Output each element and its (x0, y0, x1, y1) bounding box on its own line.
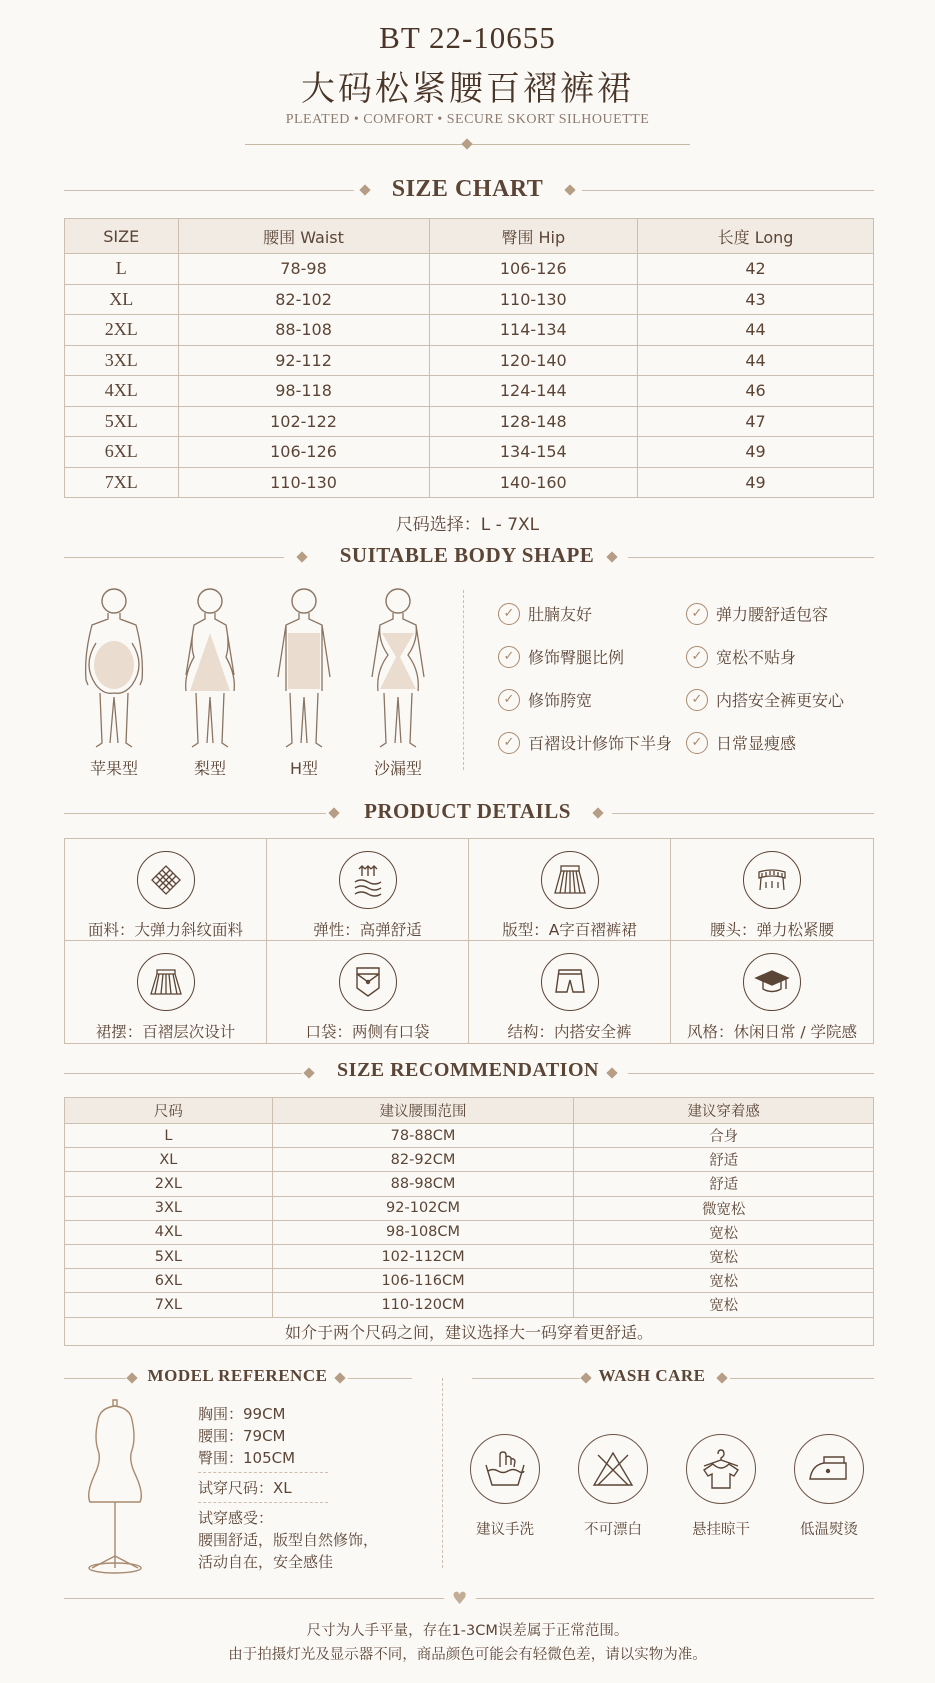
size-range-note: 尺码选择：L - 7XL (395, 515, 540, 535)
size-recommendation-table (64, 1097, 874, 1346)
body-label: 苹果型 (89, 759, 138, 778)
feature-item: ✓ 宽松不贴身 (686, 645, 796, 668)
table-row: XL 82-102 110-130 43 (65, 284, 874, 315)
body-shape-title: SUITABLE BODY SHAPE (339, 543, 595, 567)
stretch-icon (339, 851, 397, 909)
skirt-hem-icon (137, 953, 195, 1011)
product-details-title: PRODUCT DETAILS (364, 799, 571, 823)
divider-diamond (461, 138, 472, 149)
feature-item: ✓ 修饰臀腿比例 (498, 645, 624, 668)
model-feel-1: 腰围舒适，版型自然修饰， (198, 1531, 379, 1549)
wash-item: 建议手洗 (457, 1434, 553, 1539)
feature-item: ✓ 日常显瘦感 (686, 731, 796, 754)
graduation-cap-icon (743, 953, 801, 1011)
table-row: 3XL 92-112 120-140 44 (65, 345, 874, 376)
feature-item: ✓ 弹力腰舒适包容 (686, 602, 828, 625)
product-name: 大码松紧腰百褶裤裙 (301, 69, 634, 109)
table-row: 6XL 106-126 134-154 49 (65, 437, 874, 468)
wash-item: 低温熨烫 (781, 1434, 877, 1539)
detail-item: 结构：内搭安全裤 (469, 941, 671, 1043)
body-pear (170, 585, 250, 779)
no-bleach-icon (578, 1434, 648, 1504)
mannequin-icon (80, 1398, 150, 1580)
check-icon: ✓ (686, 689, 708, 711)
detail-item: 腰头：弹力松紧腰 (671, 839, 873, 941)
table-row: 4XL 98-108CM 宽松 (65, 1220, 874, 1244)
wash-item: 悬挂晾干 (673, 1434, 769, 1539)
col-size: SIZE (65, 219, 179, 254)
apple-shape-icon (74, 585, 154, 750)
size-chart-title: SIZE CHART (391, 176, 544, 202)
hourglass-shape-icon (358, 585, 438, 750)
feature-item: ✓ 肚腩友好 (498, 602, 592, 625)
table-row: XL 82-92CM 舒适 (65, 1148, 874, 1172)
h-shape-icon (264, 585, 344, 750)
model-feel-label: 试穿感受： (198, 1509, 274, 1527)
check-icon: ✓ (686, 732, 708, 754)
wash-care-title: WASH CARE (598, 1366, 706, 1385)
footer-note-1: 尺寸为人手平量，存在1-3CM误差属于正常范围。 (306, 1623, 629, 1639)
feature-item: ✓ 修饰胯宽 (498, 688, 592, 711)
col-size: 尺码 (65, 1098, 273, 1124)
feature-item: ✓ 内搭安全裤更安心 (686, 688, 844, 711)
table-row: 2XL 88-98CM 舒适 (65, 1172, 874, 1196)
table-row: 4XL 98-118 124-144 46 (65, 376, 874, 407)
recommendation-note: 如介于两个尺码之间，建议选择大一码穿着更舒适。 (65, 1317, 874, 1345)
waistband-icon (743, 851, 801, 909)
table-row: 7XL 110-120CM 宽松 (65, 1293, 874, 1317)
table-row: 7XL 110-130 140-160 49 (65, 467, 874, 498)
low-iron-icon (794, 1434, 864, 1504)
detail-item: 口袋：两侧有口袋 (267, 941, 469, 1043)
model-hip: 臀围：105CM (198, 1449, 296, 1467)
shorts-icon (541, 953, 599, 1011)
model-bust: 胸围：99CM (198, 1405, 286, 1423)
feature-item: ✓ 百褶设计修饰下半身 (498, 731, 672, 754)
pear-shape-icon (170, 585, 250, 750)
table-row: L 78-98 106-126 42 (65, 254, 874, 285)
check-icon: ✓ (498, 689, 520, 711)
footer-note-2: 由于拍摄灯光及显示器不同，商品颜色可能会有轻微色差，请以实物为准。 (228, 1647, 707, 1663)
model-feel-2: 活动自在，安全感佳 (198, 1553, 334, 1571)
detail-item: 风格：休闲日常 / 学院感 (671, 941, 873, 1043)
check-icon: ✓ (498, 646, 520, 668)
product-code: BT 22-10655 (379, 20, 556, 55)
pleated-skirt-icon (541, 851, 599, 909)
col-fit: 建议穿着感 (574, 1098, 874, 1124)
col-waist: 腰围 Waist (178, 219, 429, 254)
body-label: 沙漏型 (373, 759, 422, 778)
table-row: 5XL 102-122 128-148 47 (65, 406, 874, 437)
detail-item: 裙摆：百褶层次设计 (65, 941, 267, 1043)
body-apple (74, 585, 154, 779)
wash-item: 不可漂白 (565, 1434, 661, 1539)
body-label: 梨型 (193, 759, 226, 778)
detail-item: 弹性：高弹舒适 (267, 839, 469, 941)
col-long: 长度 Long (638, 219, 874, 254)
body-hourglass (358, 585, 438, 779)
tagline: PLEATED • COMFORT • SECURE SKORT SILHOUETTE (285, 112, 650, 127)
product-details-grid (64, 838, 874, 1044)
detail-item: 面料：大弹力斜纹面料 (65, 839, 267, 941)
table-row: 5XL 102-112CM 宽松 (65, 1244, 874, 1268)
col-waist-range: 建议腰围范围 (272, 1098, 574, 1124)
hang-dry-icon (686, 1434, 756, 1504)
table-row: 2XL 88-108 114-134 44 (65, 315, 874, 346)
fabric-weave-icon (137, 851, 195, 909)
table-row: 6XL 106-116CM 宽松 (65, 1269, 874, 1293)
col-hip: 臀围 Hip (429, 219, 637, 254)
check-icon: ✓ (498, 732, 520, 754)
body-h (264, 585, 344, 779)
detail-item: 版型：A字百褶裤裙 (469, 839, 671, 941)
pocket-icon (339, 953, 397, 1011)
model-reference-title: MODEL REFERENCE (147, 1366, 328, 1385)
body-label: H型 (289, 759, 319, 778)
heart-icon: ♥ (452, 1589, 468, 1609)
hand-wash-icon (470, 1434, 540, 1504)
model-size: 试穿尺码：XL (198, 1479, 292, 1497)
table-row: L 78-88CM 合身 (65, 1124, 874, 1148)
model-waist: 腰围：79CM (198, 1427, 286, 1445)
table-row: 3XL 92-102CM 微宽松 (65, 1196, 874, 1220)
check-icon: ✓ (686, 646, 708, 668)
check-icon: ✓ (498, 603, 520, 625)
check-icon: ✓ (686, 603, 708, 625)
size-recommendation-title: SIZE RECOMMENDATION (337, 1059, 599, 1081)
size-chart-table (64, 218, 874, 498)
